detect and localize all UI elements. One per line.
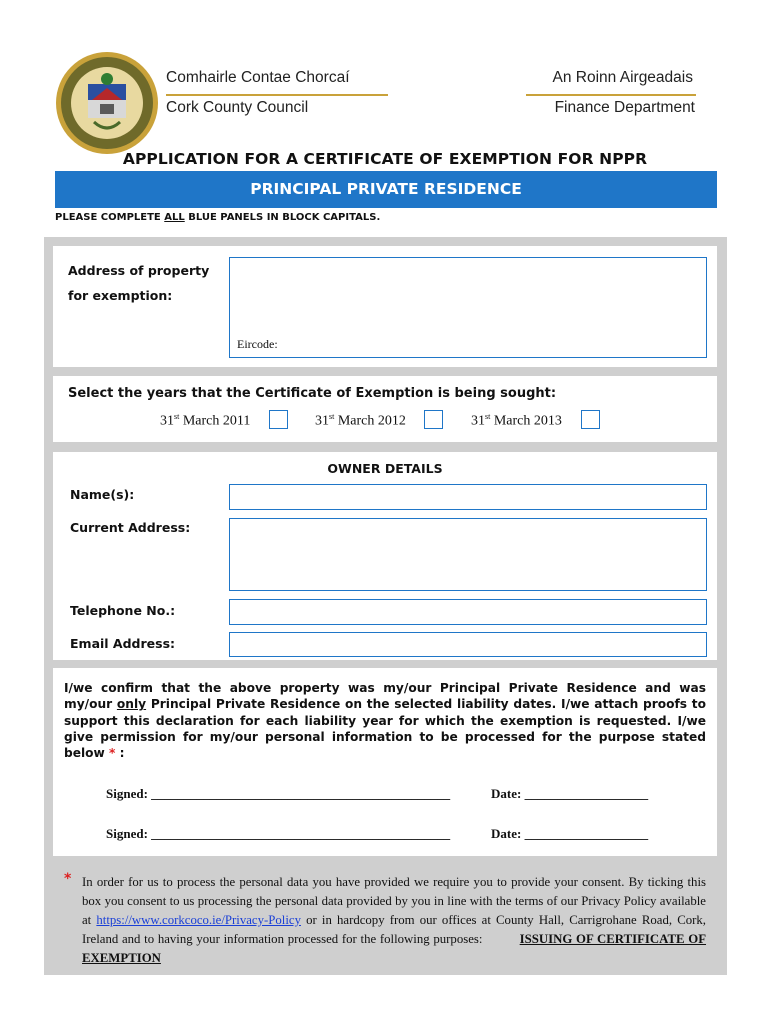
property-address-line-2[interactable] [229,283,707,309]
telephone-field[interactable] [229,599,707,625]
owner-panel [53,452,717,660]
year-option-2012-label: 31st March 2012 [315,412,406,429]
year-2011-checkbox[interactable] [269,410,288,429]
department-name-irish: An Roinn Airgeadais [552,69,693,86]
property-panel [53,246,717,367]
form-title: APPLICATION FOR A CERTIFICATE OF EXEMPTION FOR NPPR [122,150,648,168]
eircode-label: Eircode: [237,337,278,351]
years-panel [53,376,717,442]
telephone-label: Telephone No.: [70,603,176,618]
department-name-english: Finance Department [554,99,695,116]
year-option-2013-label: 31st March 2013 [471,412,562,429]
property-address-label: Address of property [68,263,210,278]
council-name-irish: Comhairle Contae Chorcaí [166,69,350,86]
email-field[interactable] [229,632,707,657]
current-address-line-2[interactable] [229,542,707,567]
privacy-policy-link[interactable]: https://www.corkcoco.ie/Privacy-Policy [96,913,301,927]
date-line-2[interactable]: Date: ___________________ [491,826,649,841]
owner-details-heading: OWNER DETAILS [327,461,443,476]
header-rule-right [526,94,696,96]
consent-purpose: ISSUING OF CERTIFICATE OF EXEMPTION [82,932,707,965]
form-banner: PRINCIPAL PRIVATE RESIDENCE [55,171,717,208]
current-address-line-3[interactable] [229,566,707,591]
current-address-label: Current Address: [70,520,191,535]
instruction-note: PLEASE COMPLETE ALL BLUE PANELS IN BLOCK CAPITALS. [55,212,381,223]
signature-line-1[interactable]: Signed: ______________________________________________ [106,786,451,801]
property-address-line-3[interactable] [229,308,707,332]
current-address-line-1[interactable] [229,518,707,543]
council-crest-logo [54,50,160,156]
date-line-1[interactable]: Date: ___________________ [491,786,649,801]
header-rule-left [166,94,388,96]
years-heading: Select the years that the Certificate of Exemption is being sought: [68,386,557,401]
year-option-2011-label: 31st March 2011 [160,412,251,429]
consent-text: In order for us to process the personal data you have provided we require you to provide your consent. By ticking this box you consent to us processing the personal data provided by you in line with the terms of our Privacy Policy available at https://www.corkcoco.ie/Privacy-Policy or in hardcopy from our offices at County Hall, Carrigrohane Road, Cork, Ireland and to having your information processed for the following purposes: ISSUING OF CERTIFICATE OF EXEMPTION [82,875,707,965]
signature-line-2[interactable]: Signed: ______________________________________________ [106,826,451,841]
property-address-line-1[interactable] [229,257,707,285]
year-2012-checkbox[interactable] [424,410,443,429]
property-exemption-label: for exemption: [68,288,173,303]
eircode-field[interactable] [229,331,707,358]
consent-asterisk: * [64,871,72,887]
year-2013-checkbox[interactable] [581,410,600,429]
names-field[interactable] [229,484,707,510]
names-label: Name(s): [70,487,135,502]
email-label: Email Address: [70,636,176,651]
council-name-english: Cork County Council [166,99,309,116]
declaration-text: I/we confirm that the above property was my/our Principal Private Residence and was my/our only Principal Private Residence on the selected liability dates. I/we attach proofs to support this declaration for each liability year for which the exemption is requested. I/we give permission for my/our personal information to be processed for the purpose stated below * : [64,681,706,761]
